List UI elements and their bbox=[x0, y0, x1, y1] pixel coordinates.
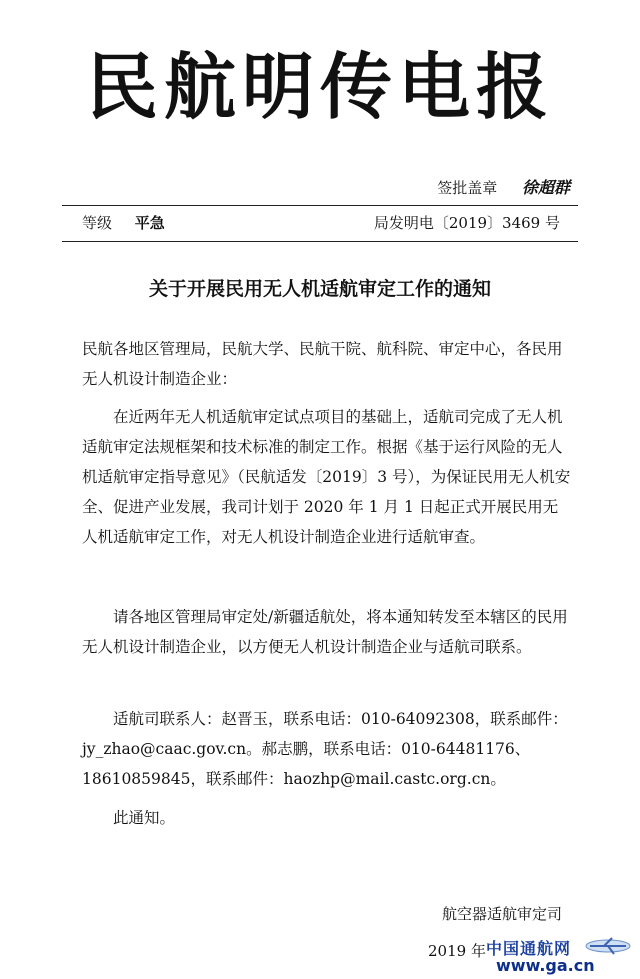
issuer: 航空器适航审定司 bbox=[441, 905, 562, 923]
meta-row bbox=[82, 212, 560, 234]
urgency-field bbox=[82, 212, 165, 234]
bottom-divider bbox=[62, 241, 578, 242]
signature-name: 徐超群 bbox=[521, 178, 570, 197]
issue-date: 2019 年 bbox=[428, 942, 486, 960]
addressee: 民航各地区管理局，民航大学、民航干院、航科院、审定中心，各民用无人机设计制造企业： bbox=[82, 340, 563, 388]
watermark-url: www.ga.cn bbox=[496, 956, 595, 975]
airplane-icon bbox=[582, 934, 634, 958]
closing-line: 此通知。 bbox=[113, 809, 176, 827]
paragraph-1: 在近两年无人机适航审定试点项目的基础上，适航司完成了无人机适航审定法规框架和技术标准的制定工作。根据《基于运行风险的无人机适航审定指导意见》（民航适发〔2019〕3 号），为保证民用无人机安全、促进产业发展，我司计划于 2020 年 1 月 1 日起正式开展民用无人机适航审定工作，对无人机设计制造企业进行适航审查。 bbox=[82, 408, 571, 546]
signature-row bbox=[437, 178, 570, 198]
urgency-label: 等级 bbox=[82, 214, 113, 232]
paragraph-2: 请各地区管理局审定处/新疆适航处，将本通知转发至本辖区的民用无人机设计制造企业，以方便无人机设计制造企业与适航司联系。 bbox=[82, 608, 568, 656]
signature-label: 签批盖章 bbox=[437, 179, 498, 197]
top-divider bbox=[62, 205, 578, 206]
notice-title: 关于开展民用无人机适航审定工作的通知 bbox=[148, 278, 491, 300]
watermark-logo-text: 中国通航网 bbox=[486, 939, 572, 958]
paragraph-3: 适航司联系人：赵晋玉，联系电话：010-64092308，联系邮件：jy_zhao@caac.gov.cn。郝志鹏，联系电话：010-64481176、18610859845，联系邮件：haozhp@mail.castc.org.cn。 bbox=[82, 710, 568, 788]
watermark bbox=[478, 930, 640, 979]
document-number: 局发明电〔2019〕3469 号 bbox=[373, 214, 560, 232]
urgency-value: 平急 bbox=[134, 214, 165, 232]
telegram-header-title: 民航明传电报 bbox=[85, 45, 554, 129]
